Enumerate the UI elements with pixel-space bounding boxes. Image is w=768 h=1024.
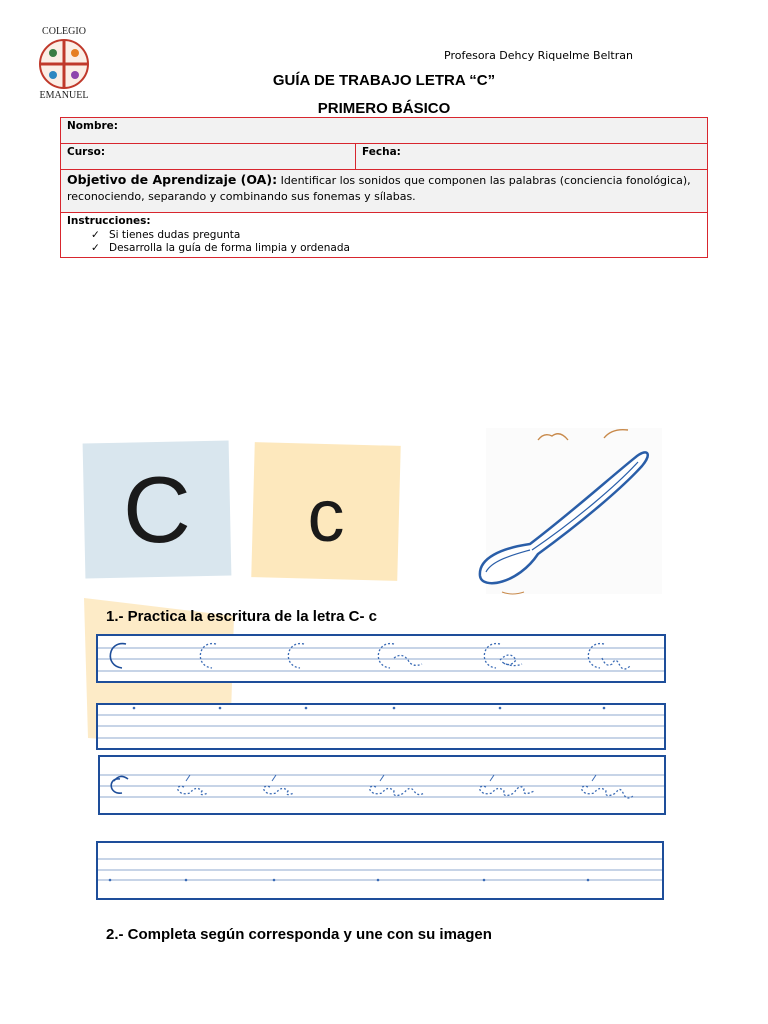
date-label: Fecha: [362,146,401,158]
teacher-name: Profesora Dehcy Riquelme Beltran [444,49,633,62]
worksheet-title: GUÍA DE TRABAJO LETRA “C” [272,72,496,89]
objective-text: Identificar los sonidos que componen las palabras (conciencia fonológica), reconociendo, separando y combinando sus fonemas y sílabas. [67,174,691,203]
objective-label: Objetivo de Aprendizaje (OA): [67,172,278,187]
instructions-label: Instrucciones: [67,215,151,227]
writing-band-2[interactable] [96,703,666,750]
list-item: ✓ Si tienes dudas pregunta [91,229,241,241]
band-1-lines [98,636,664,681]
spoon-illustration [472,426,662,596]
writing-band-3[interactable] [98,755,666,815]
writing-band-1[interactable] [96,634,666,683]
instructions-list [91,229,701,255]
uppercase-letter: C [123,456,191,562]
writing-band-4[interactable] [96,841,664,900]
band-4-lines [98,843,662,898]
course-label: Curso: [67,146,106,158]
name-label: Nombre: [67,120,118,132]
name-field[interactable] [61,118,708,144]
lowercase-letter: c [307,474,345,557]
logo-text-bottom: EMANUEL [39,90,89,100]
course-field[interactable] [61,144,356,170]
band-2-lines [98,705,664,748]
task-1-instruction: 1.- Practica la escritura de la letra C- c [106,608,377,625]
grade-level: PRIMERO BÁSICO [317,100,451,117]
date-field[interactable] [356,144,708,170]
instructions-cell [61,213,708,258]
checkmark-icon: ✓ [91,242,100,254]
task-2-instruction: 2.- Completa según corresponda y une con su imagen [106,926,492,943]
objective-cell [61,170,708,213]
logo-text-top: COLEGIO [42,26,86,37]
checkmark-icon: ✓ [91,229,100,241]
band-3-lines [100,757,664,813]
list-item: ✓ Desarrolla la guía de forma limpia y ordenada [91,242,350,254]
student-info-table [60,117,708,258]
